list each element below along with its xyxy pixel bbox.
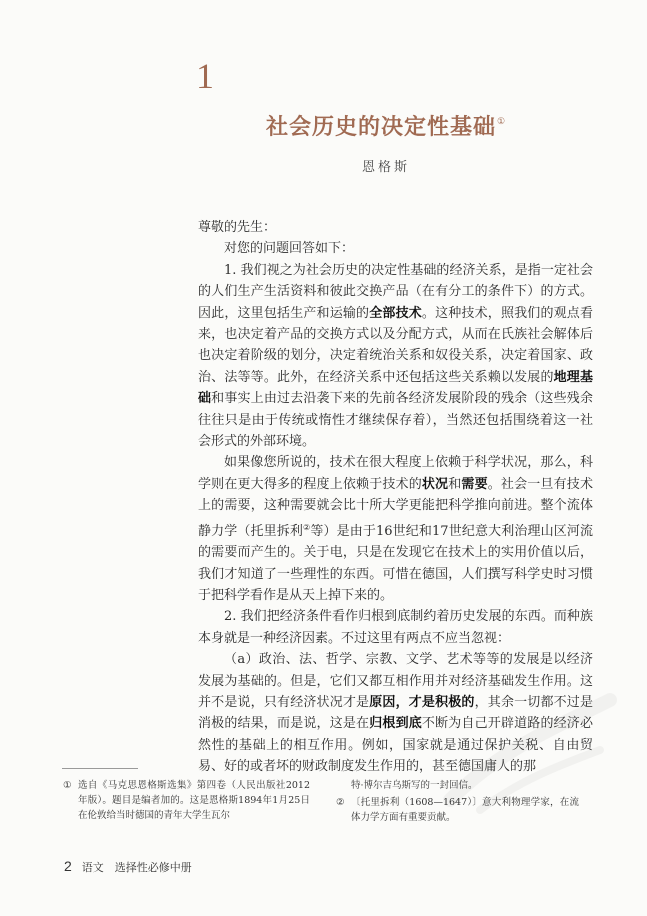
- p2-text-a: 如果像您所说的，技术在很大程度上依赖于科学状况，那么，科学则在更大得多的程度上依赖于技术的: [198, 455, 593, 492]
- p4-bold-2: 归根到底: [369, 716, 422, 732]
- paragraph-3: 2. 我们把经济条件看作归根到底制约着历史发展的东西。而种族本身就是一种经济因素。不过这里有两点不应当忽视：: [198, 609, 593, 646]
- page-title: [266, 110, 506, 141]
- p1-text-a: 1. 我们视之为社会历史的决定性基础的经济关系，是指一定社会的人们生产生活资料和彼此交换产品（在有分工的条件下）的方式。因此，这里包括生产和运输的: [198, 262, 593, 321]
- page-number: 2: [64, 858, 72, 874]
- p2-footnote-mark[interactable]: ②: [303, 522, 311, 532]
- footnote-divider: [62, 768, 138, 769]
- page-footer: [64, 858, 192, 875]
- chapter-number: 1: [196, 56, 214, 96]
- title-text: 社会历史的决定性基础: [266, 114, 497, 140]
- p1-text-d: 和事实上由过去沿袭下来的先前各经济发展阶段的残余（这些残余往往只是由于传统或惰性才继续保存着），当然还包括围绕着这一社会形式的外部环境。: [198, 391, 593, 450]
- p2-text-e: 等）是由于16世纪和17世纪意大利治理山区河流的需要而产生的。关于电，只是在发现它在技术上的实用价值以后，我们才知道了一些理性的东西。可惜在德国，人们撰写科学史时习惯于把科学看作是从天上掉下来的。: [198, 523, 593, 603]
- p2-text-c: 和: [448, 476, 462, 492]
- intro-line: 对您的问题回答如下：: [224, 241, 355, 257]
- salutation: 尊敬的先生：: [198, 220, 277, 235]
- p4-text-c: ，其余一切都不过是消极的结果，而是说，这是在: [198, 694, 593, 732]
- p2-text-d: 。社会一旦有技术上的需要，这种需要就会比十所大学更能把科学推向前进。整个流体静力学（托里拆利: [198, 476, 593, 539]
- author-name: 恩格斯: [362, 160, 411, 175]
- paragraph-1: [198, 260, 593, 453]
- footnote-1-continued: 特·博尔吉乌斯写的一封回信。: [351, 780, 478, 791]
- footnote-2-mark: ②: [336, 797, 345, 808]
- p1-bold-1: 全部技术: [369, 305, 422, 321]
- footnote-2-text: 〔托里拆利（1608—1647）〕意大利物理学家，在流体力学方面有重要贡献。: [351, 797, 579, 823]
- p2-bold-1: 状况: [421, 476, 449, 492]
- p4-text-d: 不断为自己开辟道路的经济必然性的基础上的相互作用。例如，国家就是通过保护关税、自由贸易、好的或者坏的财政制度发生作用的，甚至德国庸人的那: [198, 716, 593, 775]
- p4-bold-1: 原因，才是积极的: [369, 694, 475, 710]
- book-title: 语文 选择性必修中册: [81, 861, 192, 874]
- p2-bold-2: 需要: [461, 476, 488, 492]
- p1-bold-2: 地理基础: [198, 369, 593, 407]
- title-footnote-mark[interactable]: ①: [497, 117, 507, 127]
- footnote-1-mark: ①: [63, 780, 72, 791]
- paragraph-2: [198, 452, 593, 606]
- p4-text-a: （a）政治、法、哲学、宗教、文学、艺术等等的发展是以经济发展为基础的。但是，它们又都互相作用并对经济基础发生作用。这并不是说，只有经济状况才是: [198, 652, 593, 710]
- footnote-1: [63, 778, 310, 823]
- footnote-2: [336, 795, 579, 825]
- p1-text-c: 。这种技术，照我们的观点看来，也决定着产品的交换方式以及分配方式，从而在氏族社会解体后也决定着阶级的划分，决定着统治关系和奴役关系，决定着国家、政治、法等等。此外，在经济关系中还包括这些关系赖以发展的: [198, 305, 593, 385]
- footnote-1-text: 选自《马克思恩格斯选集》第四卷（人民出版社2012年版）。题目是编者加的。这是恩格斯1894年1月25日在伦敦给当时德国的青年大学生瓦尔: [78, 780, 310, 821]
